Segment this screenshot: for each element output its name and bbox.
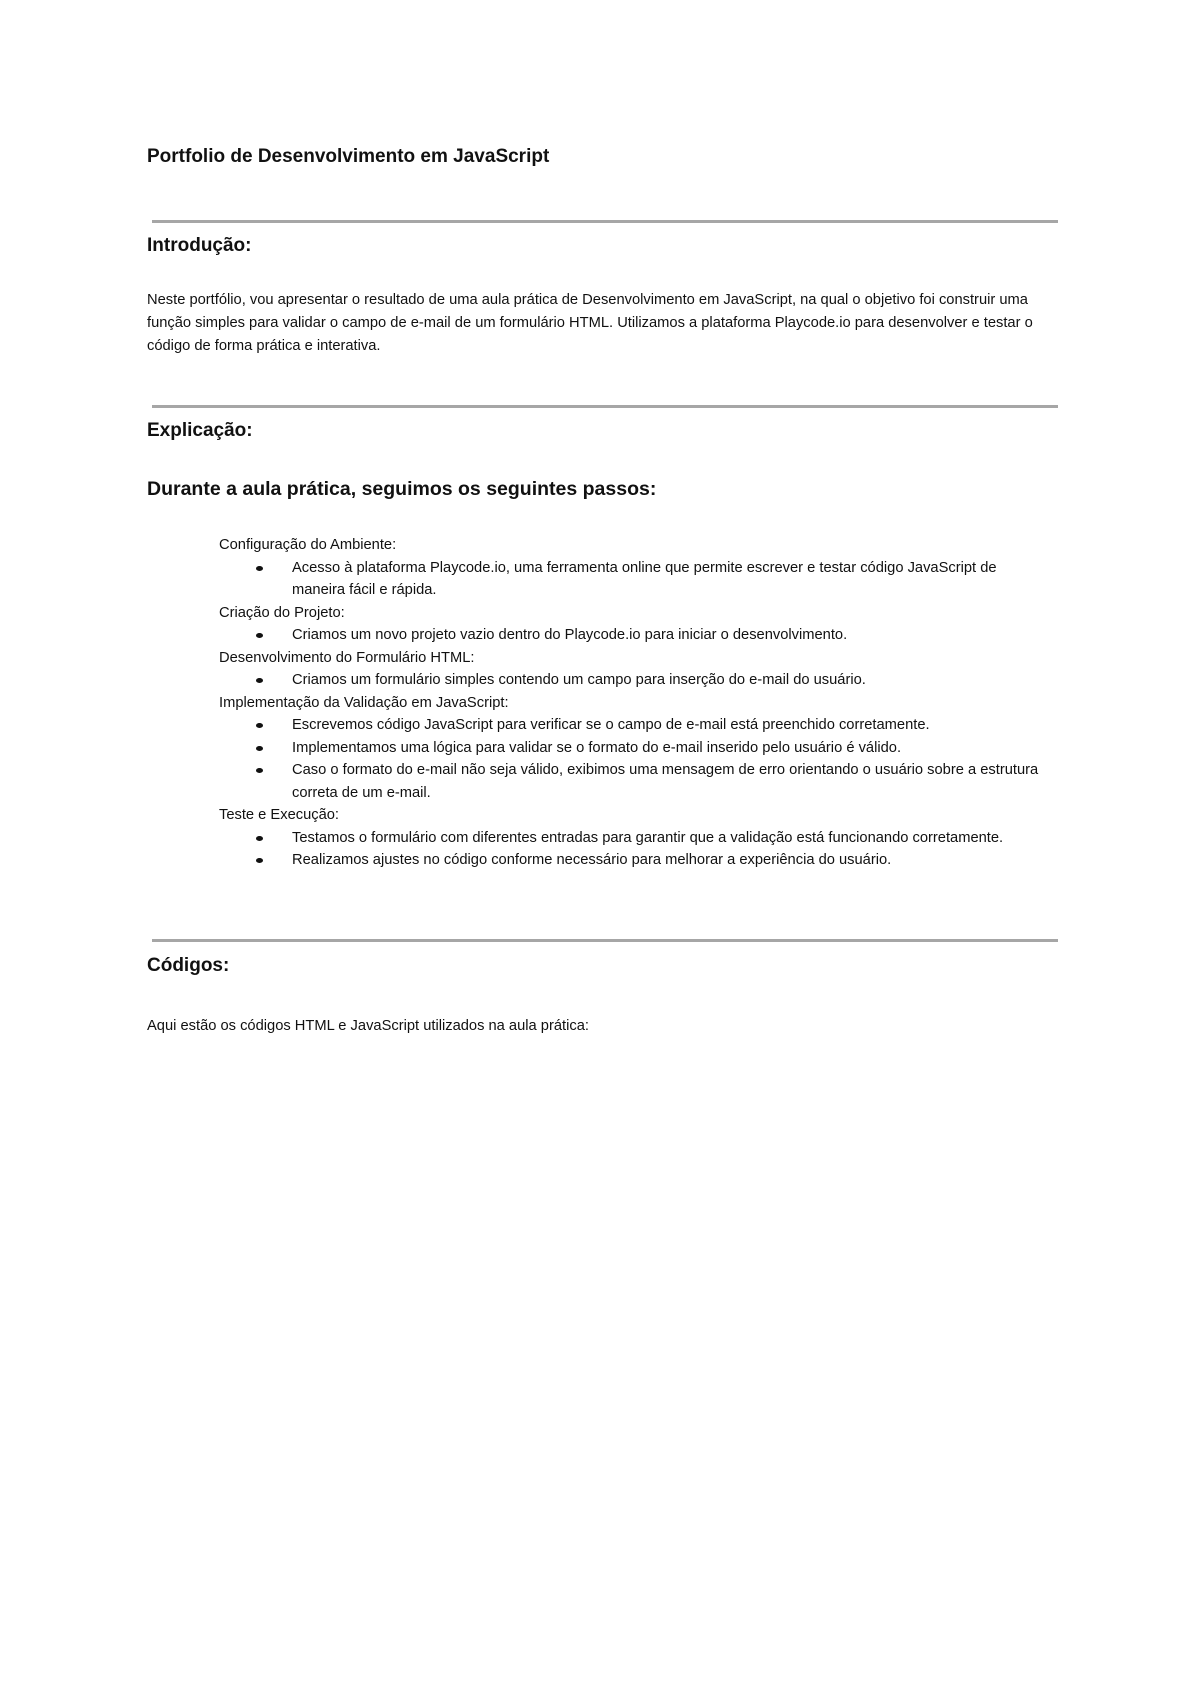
bullet-text: Realizamos ajustes no código conforme necessário para melhorar a experiência do usuário. <box>292 852 892 868</box>
bullet-item <box>292 759 1049 804</box>
bullet-item <box>292 714 1049 737</box>
codes-paragraph: Aqui estão os códigos HTML e JavaScript utilizados na aula prática: <box>147 1018 589 1034</box>
bullet-item <box>292 624 1049 647</box>
bullet-icon <box>256 858 263 863</box>
step-title: Desenvolvimento do Formulário HTML: <box>219 649 475 666</box>
step-item <box>219 692 1049 805</box>
explanation-heading: Explicação: <box>147 420 253 441</box>
steps-list <box>219 534 1049 872</box>
bullet-text: Acesso à plataforma Playcode.io, uma ferramenta online que permite escrever e testar código JavaScript de maneira fácil e rápida. <box>292 559 997 598</box>
step-item <box>219 534 1049 602</box>
bullet-text: Criamos um formulário simples contendo um campo para inserção do e-mail do usuário. <box>292 672 866 688</box>
bullet-item <box>292 557 1049 602</box>
bullet-item <box>292 737 1049 760</box>
step-title: Implementação da Validação em JavaScript: <box>219 694 509 711</box>
step-title: Configuração do Ambiente: <box>219 537 397 553</box>
intro-heading: Introdução: <box>147 235 252 256</box>
bullet-text: Implementamos uma lógica para validar se o formato do e-mail inserido pelo usuário é válido. <box>292 739 902 756</box>
codes-heading: Códigos: <box>147 955 230 976</box>
bullet-text: Testamos o formulário com diferentes entradas para garantir que a validação está funcionando corretamente. <box>292 829 1004 846</box>
document-title: Portfolio de Desenvolvimento em JavaScript <box>147 146 550 167</box>
horizontal-rule-1 <box>152 220 1058 223</box>
bullet-icon <box>256 723 263 728</box>
step-title: Teste e Execução: <box>219 807 340 823</box>
step-item <box>219 647 1049 692</box>
bullet-item <box>292 849 1049 872</box>
bullet-text: Caso o formato do e-mail não seja válido, exibimos uma mensagem de erro orientando o usuário sobre a estrutura correta de um e-mail. <box>292 762 1039 801</box>
bullet-icon <box>256 566 263 571</box>
bullet-text: Escrevemos código JavaScript para verificar se o campo de e-mail está preenchido corretamente. <box>292 717 930 733</box>
step-bullets <box>219 624 1049 647</box>
bullet-text: Criamos um novo projeto vazio dentro do Playcode.io para iniciar o desenvolvimento. <box>292 627 848 643</box>
bullet-icon <box>256 768 263 773</box>
bullet-item <box>292 669 1049 692</box>
step-bullets <box>219 557 1049 602</box>
intro-paragraph: Neste portfólio, vou apresentar o resultado de uma aula prática de Desenvolvimento em JavaScript, na qual o objetivo foi construir uma função simples para validar o campo de e-mail de um formulário HTML. Utilizamos a plataforma Playcode.io para desenvolver e testar o código de forma prática e interativa. <box>147 292 1033 354</box>
step-item <box>219 804 1049 872</box>
step-bullets <box>219 827 1049 872</box>
step-bullets <box>219 714 1049 804</box>
step-title: Criação do Projeto: <box>219 604 345 621</box>
horizontal-rule-3 <box>152 939 1058 942</box>
bullet-icon <box>256 746 263 751</box>
bullet-icon <box>256 836 263 841</box>
bullet-icon <box>256 633 263 638</box>
bullet-icon <box>256 678 263 683</box>
step-item <box>219 602 1049 647</box>
horizontal-rule-2 <box>152 405 1058 408</box>
step-bullets <box>219 669 1049 692</box>
bullet-item <box>292 827 1049 850</box>
explanation-subheading: Durante a aula prática, seguimos os seguintes passos: <box>147 478 657 500</box>
